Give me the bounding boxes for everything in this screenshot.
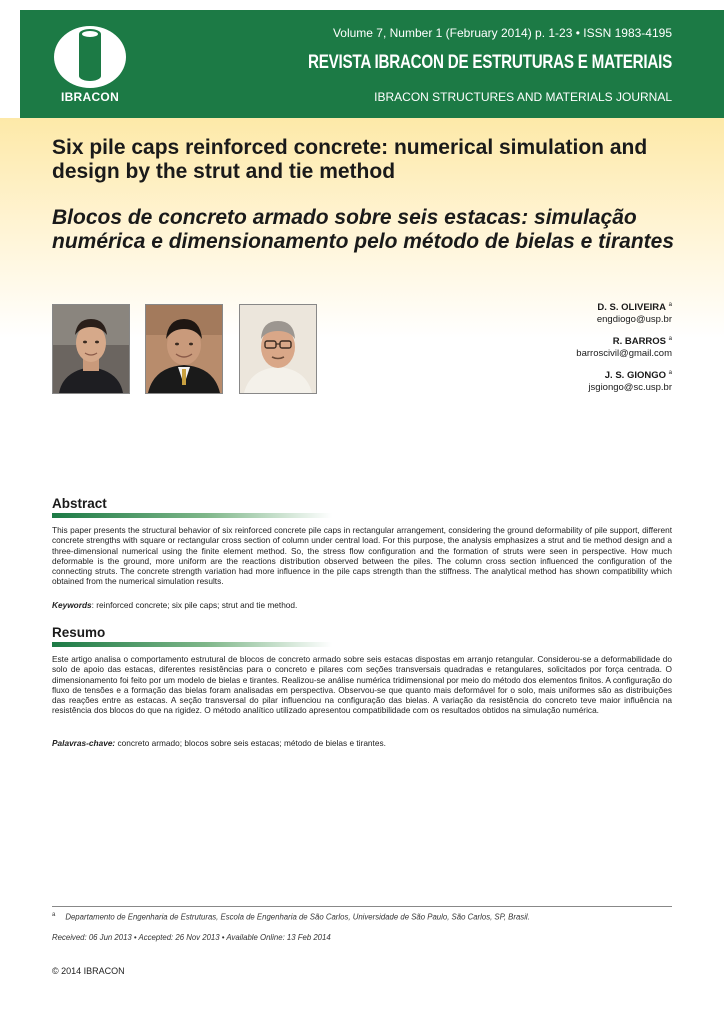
- keywords-value: : reinforced concrete; six pile caps; strut and tie method.: [91, 600, 298, 610]
- footnote-affiliation: [52, 912, 530, 922]
- paper-title-en: Six pile caps reinforced concrete: numerical simulation and design by the strut and tie method: [52, 136, 648, 183]
- journal-title-pt: REVISTA IBRACON DE ESTRUTURAS E MATERIAIS: [308, 52, 672, 73]
- volume-info: Volume 7, Number 1 (February 2014) p. 1-23 • ISSN 1983-4195: [332, 26, 672, 40]
- author-affiliation-marker: a: [668, 336, 672, 343]
- copyright: © 2014 IBRACON: [52, 966, 125, 976]
- author-email[interactable]: jsgiongo@sc.usp.br: [588, 382, 672, 394]
- resumo-heading: Resumo: [52, 625, 106, 640]
- logo-text: IBRACON: [60, 90, 120, 104]
- keywords-label: Keywords: [52, 600, 92, 610]
- author-affiliation-marker: a: [668, 370, 672, 377]
- author-photo-giongo: [239, 304, 317, 394]
- author-list: [576, 299, 672, 401]
- abstract-keywords: [52, 600, 297, 610]
- palavras-chave-label: Palavras-chave:: [52, 738, 116, 748]
- footnote-divider: [52, 906, 672, 907]
- abstract-text: This paper presents the structural behavior of six reinforced concrete pile caps in rectangular arrangement, considering the ground deformability of pile support, different concrete strengths with square or rectangular cross section of column under central load. For this purpose, the analysis emphasizes a strut and tie method design and a three-dimensional numerical using the finite element method. So, the stress flow configuration and the formation of struts were seen in perspective. How much deformable is the ground, more uniform are the reactions distribution observed between the piles. The column cross section influenced the configuration of the connecting struts. The concrete strength variation had more influence in the pile caps strength than the stiffness. The analytical method has shown compatibility which obtained from the numerical simulation results.: [52, 525, 672, 587]
- resumo-text: Este artigo analisa o comportamento estrutural de blocos de concreto armado sobre seis estacas dispostas em arranjo retangular. Considerou-se a deformabilidade do solo de apoio das estacas, diferentes resistências para o concreto e pilares com seções transversais quadradas e retangulares, solicitados por força centrada. O dimensionamento foi feito por um modelo de bielas e tirantes. Realizou-se análise numérica tridimensional por meio do método dos elementos finitos. A configuração do fluxo de tensões e a formação das bielas foram analisadas em perspectiva. Observou-se que quanto mais deformável for o solo, mais uniformes são as distribuições das reações entre as estacas. A seção transversal do pilar influenciou na configuração das bielas. A variação da resistência do concreto teve maior influência na resistência dos blocos do que na rigidez. O método analítico utilizado apresentou compatibilidade com os resultados obtidos na simulação numérica.: [52, 654, 672, 716]
- author-affiliation-marker: a: [668, 302, 672, 308]
- author-entry: [576, 367, 672, 394]
- footnote-marker: a: [52, 912, 56, 918]
- author-photo-oliveira: [52, 304, 130, 394]
- ibracon-logo: [52, 24, 128, 106]
- author-email[interactable]: barroscivil@gmail.com: [576, 348, 672, 360]
- abstract-divider: [52, 513, 332, 518]
- journal-title-en: IBRACON STRUCTURES AND MATERIALS JOURNAL: [374, 90, 672, 104]
- resumo-keywords: [52, 738, 386, 748]
- palavras-chave-value: concreto armado; blocos sobre seis estacas; método de bielas e tirantes.: [115, 738, 386, 748]
- affiliation-text: Departamento de Engenharia de Estruturas, Escola de Engenharia de São Carlos, Universidade de São Paulo, São Carlos, SP, Brasil.: [65, 912, 530, 922]
- author-name: R. BARROS: [612, 336, 667, 348]
- author-name: D. S. OLIVEIRA: [597, 302, 667, 314]
- abstract-heading: Abstract: [52, 496, 107, 511]
- author-photo-barros: [145, 304, 223, 394]
- author-entry: [576, 333, 672, 360]
- paper-title-pt: Blocos de concreto armado sobre seis estacas: simulação numérica e dimensionamento pelo método de bielas e tirantes: [52, 206, 674, 253]
- ibracon-logo-icon: [52, 24, 128, 90]
- received-dates: Received: 06 Jun 2013 • Accepted: 26 Nov 2013 • Available Online: 13 Feb 2014: [52, 933, 331, 942]
- resumo-divider: [52, 642, 332, 647]
- journal-header: [20, 10, 724, 118]
- author-email[interactable]: engdiogo@usp.br: [596, 314, 672, 326]
- author-name: J. S. GIONGO: [604, 370, 667, 382]
- author-entry: [576, 299, 672, 326]
